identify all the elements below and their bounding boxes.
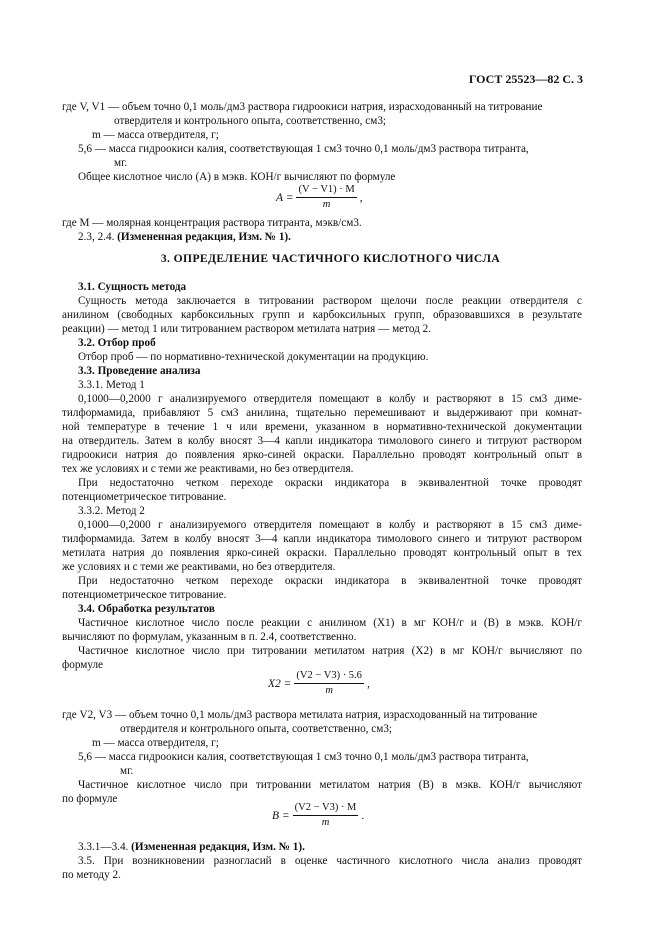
- formula-a-fraction: [296, 184, 356, 211]
- heading-3-3: 3.3. Проведение анализа: [78, 365, 201, 377]
- formula-x2-fraction: [294, 670, 364, 697]
- formula-b: [272, 802, 364, 829]
- p331-line-1: 0,1000—0,2000 г анализируемого отвердителя помещают в колбу и растворяют в 15 см3 диме-: [78, 393, 582, 405]
- p31-line-1: Сущность метода заключается в титровании раствором щелочи после реакции отвердителя с: [78, 295, 582, 307]
- formula-a-numerator: (V − V1) · M: [296, 184, 356, 198]
- heading-3-1: 3.1. Сущность метода: [78, 281, 187, 293]
- formula-a-lhs: A =: [276, 191, 294, 204]
- amendment-2-ref: 3.3.1—3.4.: [78, 841, 129, 853]
- where-line-4: 5,6 — масса гидроокиси калия, соответствующая 1 см3 точно 0,1 моль/дм3 раствора титранта,: [78, 143, 529, 155]
- p34-line-5: Частичное кислотное число при титровании метилатом натрия (В) в мэкв. КОН/г вычисляют: [78, 779, 582, 791]
- p332-line-5: При недостаточно четком переходе окраски индикатора в эквивалентной точке проводят: [78, 575, 582, 587]
- p34-line-4: формуле: [62, 659, 103, 671]
- formula-b-fraction: [293, 802, 359, 829]
- p332-line-4: же условиях и с теми же реактивами, но без отвердителя.: [62, 561, 336, 573]
- p35-line-1: 3.5. При возникновении разногласий в оценке частичного кислотного числа анализ проводят: [78, 855, 582, 867]
- molar-conc-line: где М — молярная концентрация раствора титранта, мэкв/см3.: [62, 217, 362, 229]
- where-line-3: m — масса отвердителя, г;: [92, 129, 219, 141]
- formula-x2: [268, 670, 370, 697]
- where-line-2: отвердителя и контрольного опыта, соответственно, см3;: [114, 115, 387, 127]
- formula-x2-lhs: X2 =: [268, 677, 292, 690]
- p332-line-6: потенциометрическое титрование.: [62, 589, 227, 601]
- formula-x2-tail: ,: [366, 677, 370, 690]
- p34-line-1: Частичное кислотное число после реакции с анилином (X1) в мг КОН/г и (В) в мэкв. КОН/г: [78, 617, 582, 629]
- where2-line-2: отвердителя и контрольного опыта, соответственно, см3;: [120, 723, 393, 735]
- amendment-2-text: (Измененная редакция, Изм. № 1).: [131, 841, 305, 853]
- p331-line-4: на отвердитель. Затем в колбу вносят 3—4 капли индикатора тимолового синего и титруют раствором: [62, 435, 582, 447]
- where-line-1: где V, V1 — объем точно 0,1 моль/дм3 раствора гидроокиси натрия, израсходованный на титрование: [62, 101, 543, 113]
- where-line-5: мг.: [114, 157, 128, 169]
- formula-b-denominator: m: [321, 817, 330, 828]
- where2-line-4: 5,6 — масса гидроокиси калия, соответствующая 1 см3 точно 0,1 моль/дм3 раствора титранта,: [78, 751, 529, 763]
- p34-line-3: Частичное кислотное число при титровании метилатом натрия (X2) в мг КОН/г вычисляют по: [78, 645, 582, 657]
- p331-line-7: При недостаточно четком переходе окраски индикатора в эквивалентной точке проводят: [78, 477, 582, 489]
- heading-3-2: 3.2. Отбор проб: [78, 337, 156, 349]
- formula-x2-denominator: m: [325, 685, 333, 696]
- p332-line-1: 0,1000—0,2000 г анализируемого отвердителя помещают в колбу и растворяют в 15 см3 диме-: [78, 519, 582, 531]
- p32-line: Отбор проб — по нормативно-технической документации на продукцию.: [78, 351, 429, 363]
- p332-line-2: тилформамида. Затем в колбу вносят 3—4 капли индикатора тимолового синего и титруют раствором: [62, 533, 582, 545]
- amendment-1-ref: 2.3, 2.4.: [78, 231, 115, 243]
- heading-3-3-1: 3.3.1. Метод 1: [78, 379, 145, 391]
- amendment-note-1: [78, 230, 291, 244]
- formula-x2-numerator: (V2 − V3) · 5.6: [294, 670, 364, 684]
- total-acid-intro: Общее кислотное число (А) в мэкв. КОН/г вычисляют по формуле: [78, 171, 396, 183]
- page-header: ГОСТ 25523—82 С. 3: [468, 72, 583, 86]
- p331-line-2: тилформамида, прибавляют 5 см3 анилина, тщательно перемешивают и выдерживают при комнат-: [62, 407, 582, 419]
- where2-line-5: мг.: [120, 765, 134, 777]
- p331-line-8: потенциометрическое титрование.: [62, 491, 227, 503]
- heading-3-3-2: 3.3.2. Метод 2: [78, 505, 145, 517]
- formula-a-tail: ,: [359, 191, 363, 204]
- where2-line-3: m — масса отвердителя, г;: [92, 737, 219, 749]
- formula-b-lhs: B =: [272, 809, 290, 822]
- section-3-title: 3. ОПРЕДЕЛЕНИЕ ЧАСТИЧНОГО КИСЛОТНОГО ЧИСЛА: [160, 252, 501, 265]
- formula-a: [276, 184, 363, 211]
- p332-line-3: метилата натрия до появления ярко-синей окраски. Параллельно проводят контрольный опыт в тех: [62, 547, 582, 559]
- heading-3-4: 3.4. Обработка результатов: [78, 603, 215, 615]
- p31-line-3: реакции) — метод 1 или титрованием раствором метилата натрия — метод 2.: [62, 323, 432, 335]
- p331-line-5: гидроокиси натрия до появления ярко-синей окраски. Параллельно проводят контрольный опыт в: [62, 449, 582, 461]
- amendment-note-2: [78, 840, 305, 854]
- p31-line-2: анилином (свободных карбоксильных групп и карбоксильных групп, образовавшихся в результате: [62, 309, 582, 321]
- amendment-1-text: (Измененная редакция, Изм. № 1).: [117, 231, 291, 243]
- formula-b-numerator: (V2 − V3) · M: [293, 802, 359, 816]
- formula-b-tail: .: [361, 809, 365, 822]
- p34-line-6: по формуле: [62, 793, 118, 805]
- where2-line-1: где V2, V3 — объем точно 0,1 моль/дм3 раствора метилата натрия, израсходованный на титрование: [62, 709, 538, 721]
- p34-line-2: вычисляют по формулам, указанным в п. 2.4, соответственно.: [62, 631, 357, 643]
- p331-line-6: тех же условиях и с теми же реактивами, но без отвердителя.: [62, 463, 354, 475]
- p35-line-2: по методу 2.: [62, 869, 121, 881]
- formula-a-denominator: m: [322, 199, 331, 210]
- p331-line-3: ной температуре в течение 1 ч или времени, указанном в нормативно-технической документации: [62, 421, 582, 433]
